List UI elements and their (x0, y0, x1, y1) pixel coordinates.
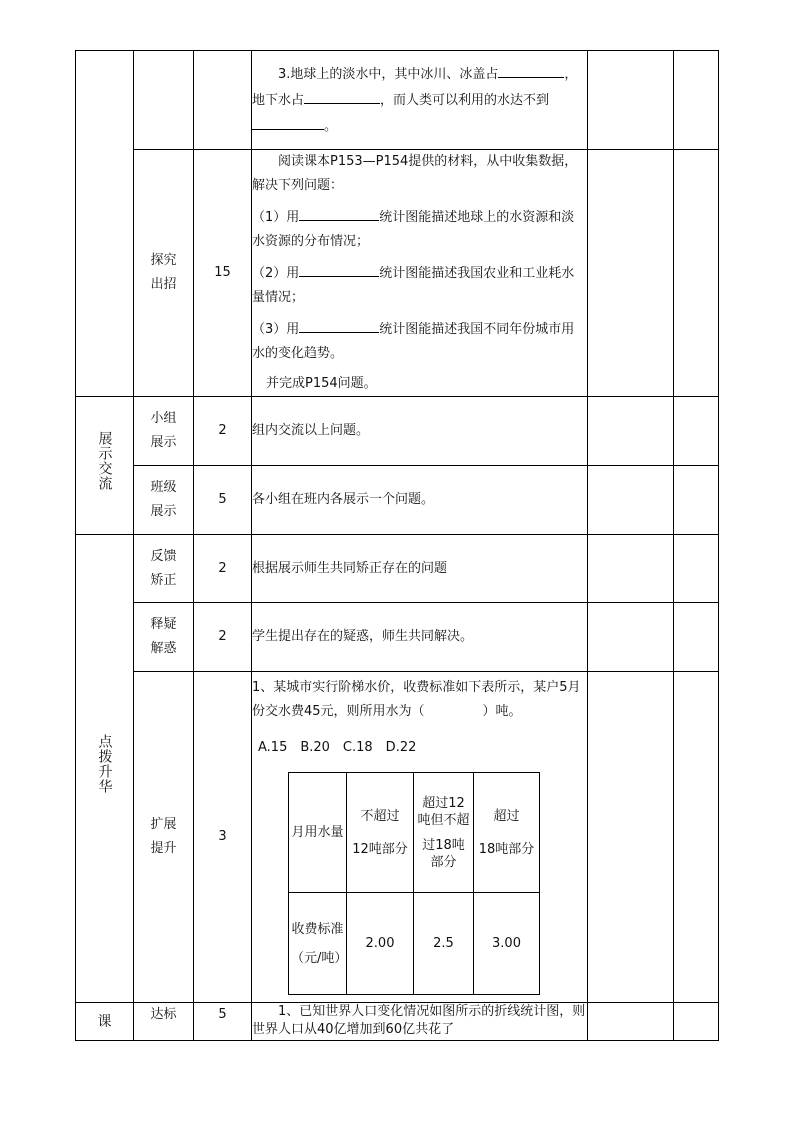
group-show-label: 小组 展示 (134, 397, 194, 466)
assessment-content: 1、已知世界人口变化情况如图所示的折线统计图，则世界人口从40亿增加到60亿共花了 (252, 1003, 588, 1041)
explore-row (76, 150, 719, 397)
resolve-label: 释疑 解惑 (134, 603, 194, 672)
fee-header-row (289, 773, 540, 893)
extension-label: 扩展 提升 (134, 672, 194, 1003)
lesson-plan-table (75, 50, 719, 1041)
extension-question: 1、某城市实行阶梯水价，收费标准如下表所示，某户5月份交水费45元，则所用水为（ ）吨。 (252, 680, 581, 719)
explore-label: 探究 出招 (134, 150, 194, 397)
explore-q3: （3）用 统计图能描述我国不同年份城市用水的变化趋势。 (252, 316, 587, 366)
feedback-minutes: 2 (194, 535, 252, 603)
extra-cell-empty (674, 51, 719, 150)
class-show-minutes: 5 (194, 466, 252, 535)
assessment-minutes: 5 (194, 1003, 252, 1041)
fee-price-tier3: 3.00 (474, 893, 540, 995)
explore-finish: 并完成P154问题。 (266, 376, 377, 391)
extension-row (76, 672, 719, 1003)
fee-table (288, 772, 540, 995)
water-fact-content (252, 51, 588, 150)
explore-content (252, 150, 588, 397)
fee-header-tier2: 超过12吨但不超 过18吨部分 (414, 773, 474, 893)
fee-header-tier1: 不超过 12吨部分 (347, 773, 414, 893)
resolve-content: 学生提出存在的疑惑，师生共同解决。 (252, 603, 588, 672)
resolve-minutes: 2 (194, 603, 252, 672)
fee-price-row (289, 893, 540, 995)
blank-q3 (299, 316, 379, 333)
fee-price-label: 收费标准 （元/吨） (289, 893, 347, 995)
blank-glacier (498, 61, 564, 78)
resolve-row (76, 603, 719, 672)
phase-cell-empty (76, 51, 134, 397)
group-show-row (76, 397, 719, 466)
fee-header-usage: 月用水量 (289, 773, 347, 893)
blank-q1 (299, 204, 379, 221)
feedback-label: 反馈 矫正 (134, 535, 194, 603)
blank-groundwater (304, 87, 380, 104)
explore-intro: 阅读课本P153—P154提供的材料，从中收集数据，解决下列问题： (252, 154, 578, 193)
water-fact-row (76, 51, 719, 150)
blank-usable (252, 113, 324, 130)
assessment-label: 达标 (134, 1003, 194, 1041)
blank-q2 (299, 260, 379, 277)
explore-q2: （2）用 统计图能描述我国农业和工业耗水量情况； (252, 260, 587, 310)
extra-cell-empty (674, 150, 719, 397)
phase-guide: 点拨升华 (76, 535, 134, 1003)
extension-options: A.15 B.20 C.18 D.22 (258, 740, 417, 755)
note-cell-empty (588, 150, 674, 397)
extension-content (252, 672, 588, 1003)
feedback-row (76, 535, 719, 603)
phase-show: 展示交流 (76, 397, 134, 535)
sub-cell-empty (134, 51, 194, 150)
extension-minutes: 3 (194, 672, 252, 1003)
phase-lesson: 课 (76, 1003, 134, 1041)
class-show-row (76, 466, 719, 535)
fee-header-tier3: 超过 18吨部分 (474, 773, 540, 893)
fee-price-tier2: 2.5 (414, 893, 474, 995)
note-cell-empty (588, 51, 674, 150)
group-show-content: 组内交流以上问题。 (252, 397, 588, 466)
fee-price-tier1: 2.00 (347, 893, 414, 995)
water-fact-end: 。 (324, 119, 338, 134)
explore-q1: （1）用 统计图能描述地球上的水资源和淡水资源的分布情况； (252, 204, 587, 254)
class-show-label: 班级 展示 (134, 466, 194, 535)
water-fact-mid: ，地下水占 (252, 67, 578, 108)
class-show-content: 各小组在班内各展示一个问题。 (252, 466, 588, 535)
explore-minutes: 15 (194, 150, 252, 397)
minutes-cell-empty (194, 51, 252, 150)
water-fact-tail: ，而人类可以利用的水达不到 (380, 93, 550, 108)
group-show-minutes: 2 (194, 397, 252, 466)
assessment-row (76, 1003, 719, 1041)
water-fact-text: 3.地球上的淡水中，其中冰川、冰盖占 (278, 67, 499, 82)
feedback-content: 根据展示师生共同矫正存在的问题 (252, 535, 588, 603)
